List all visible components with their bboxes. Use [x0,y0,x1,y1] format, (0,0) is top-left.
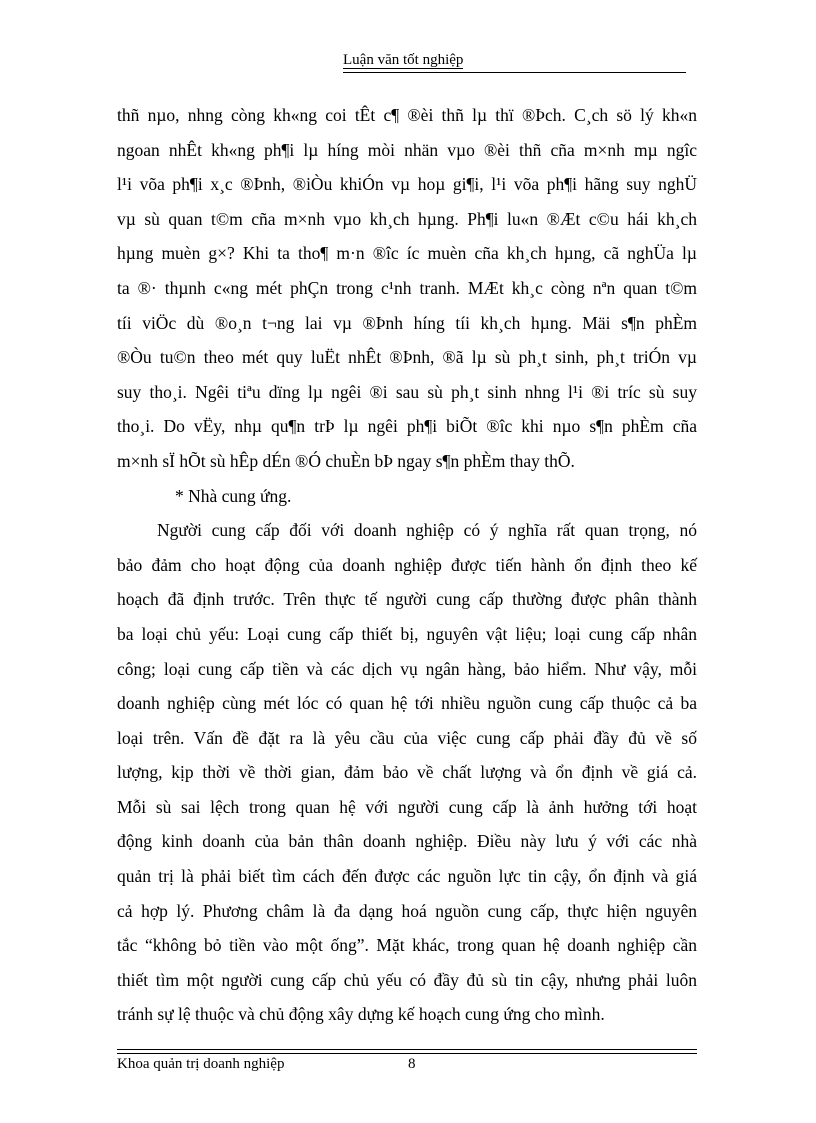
text-line: ba loại chủ yếu: Loại cung cấp thiết bị, nguyên vật liệu; loại cung cấp nhân [117,623,697,644]
page-header [343,52,686,73]
text-line: bảo đảm cho hoạt động của doanh nghiệp được tiến hành ổn định theo kế [117,554,697,575]
paragraph-suppliers [117,513,697,1032]
text-line: lượng, kịp thời về thời gian, đảm bảo về chất lượng và ổn định về giá cả. [117,762,697,783]
footer-department: Khoa quản trị doanh nghiệp [117,1056,285,1072]
text-line: hoạch đã định trước. Trên thực tế người cung cấp thường được phân thành [117,589,697,610]
text-line: m×nh sÏ hÕt sù hÊp dÉn ®Ó chuÈn bÞ ngay s¶n phÈm thay thÕ. [117,450,575,471]
text-line: động kinh doanh của bản thân doanh nghiệp. Điều này lưu ý với các nhà [117,831,697,852]
text-line: thñ nµo, nhng còng kh«ng coi tÊt c¶ ®èi thñ lµ thï ®Þch. C¸ch sö lý kh«n [117,105,697,125]
text-line: tránh sự lệ thuộc và chủ động xây dựng kế hoạch cung ứng cho mình. [117,1004,605,1025]
text-line: Người cung cấp đối với doanh nghiệp có ý nghĩa rất quan trọng, nó [157,520,697,541]
text-line: tho¸i. Do vËy, nhµ qu¶n trÞ lµ ngêi ph¶i biÕt ®îc khi nµo s¶n phÈm cña [117,416,697,437]
document-body [117,98,697,1032]
text-line: hµng muèn g×? Khi ta tho¶ m·n ®îc íc muèn cña kh¸ch hµng, cã nghÜa lµ [117,243,697,264]
text-line: ta ®· thµnh c«ng mét phÇn trong c¹nh tranh. MÆt kh¸c còng nªn quan t©m [117,277,697,298]
text-line: ngoan nhÊt kh«ng ph¶i lµ híng mòi nhän vµo ®èi thñ cña m×nh mµ ngîc [117,139,697,160]
footer-divider [117,1049,697,1054]
text-line: cả hợp lý. Phương châm là đa dạng hoá nguồn cung cấp, thực hiện nguyên [117,900,697,921]
paragraph-competitors [117,98,697,479]
text-line: Mỗi sù sai lệch trong quan hệ với người cung cấp là ảnh hưởng tới hoạt [117,796,697,817]
text-line: tíi viÖc dù ®o¸n t¬ng lai vµ ®Þnh híng tíi kh¸ch hµng. Mäi s¶n phÈm [117,312,697,333]
text-line: loại trên. Vấn đề đặt ra là yêu cầu của việc cung cấp phải đầy đủ về số [117,727,697,748]
text-line: quản trị là phải biết tìm cách đến được các nguồn lực tin cậy, ổn định và giá [117,866,697,887]
text-line: vµ sù quan t©m cña m×nh vµo kh¸ch hµng. Ph¶i lu«n ®Æt c©u hái kh¸ch [117,208,697,229]
text-line: công; loại cung cấp tiền và các dịch vụ ngân hàng, bảo hiểm. Như vậy, mỗi [117,658,697,679]
text-line: suy tho¸i. Ngêi tiªu dïng lµ ngêi ®i sau sù ph¸t sinh nhng l¹i ®i tríc sù suy [117,381,697,402]
text-line: ®Òu tu©n theo mét quy luËt nhÊt ®Þnh, ®ã lµ sù ph¸t sinh, ph¸t triÓn vµ [117,347,697,368]
text-line: doanh nghiệp cùng mét lóc có quan hệ tới nhiều nguồn cung cấp thuộc cả ba [117,693,697,714]
text-line: l¹i võa ph¶i x¸c ®Þnh, ®iÒu khiÓn vµ hoµ gi¶i, l¹i võa ph¶i hãng suy nghÜ [117,174,697,195]
text-line: thiết tìm một người cung cấp chủ yếu có đầy đủ sù tin cậy, nhưng phải luôn [117,969,697,990]
text-line: tắc “không bỏ tiền vào một ống”. Mặt khác, trong quan hệ doanh nghiệp cần [117,935,697,956]
section-heading-suppliers: * Nhà cung ứng. [175,485,292,506]
page-number: 8 [408,1056,416,1072]
header-title: Luận văn tốt nghiệp [343,52,464,68]
